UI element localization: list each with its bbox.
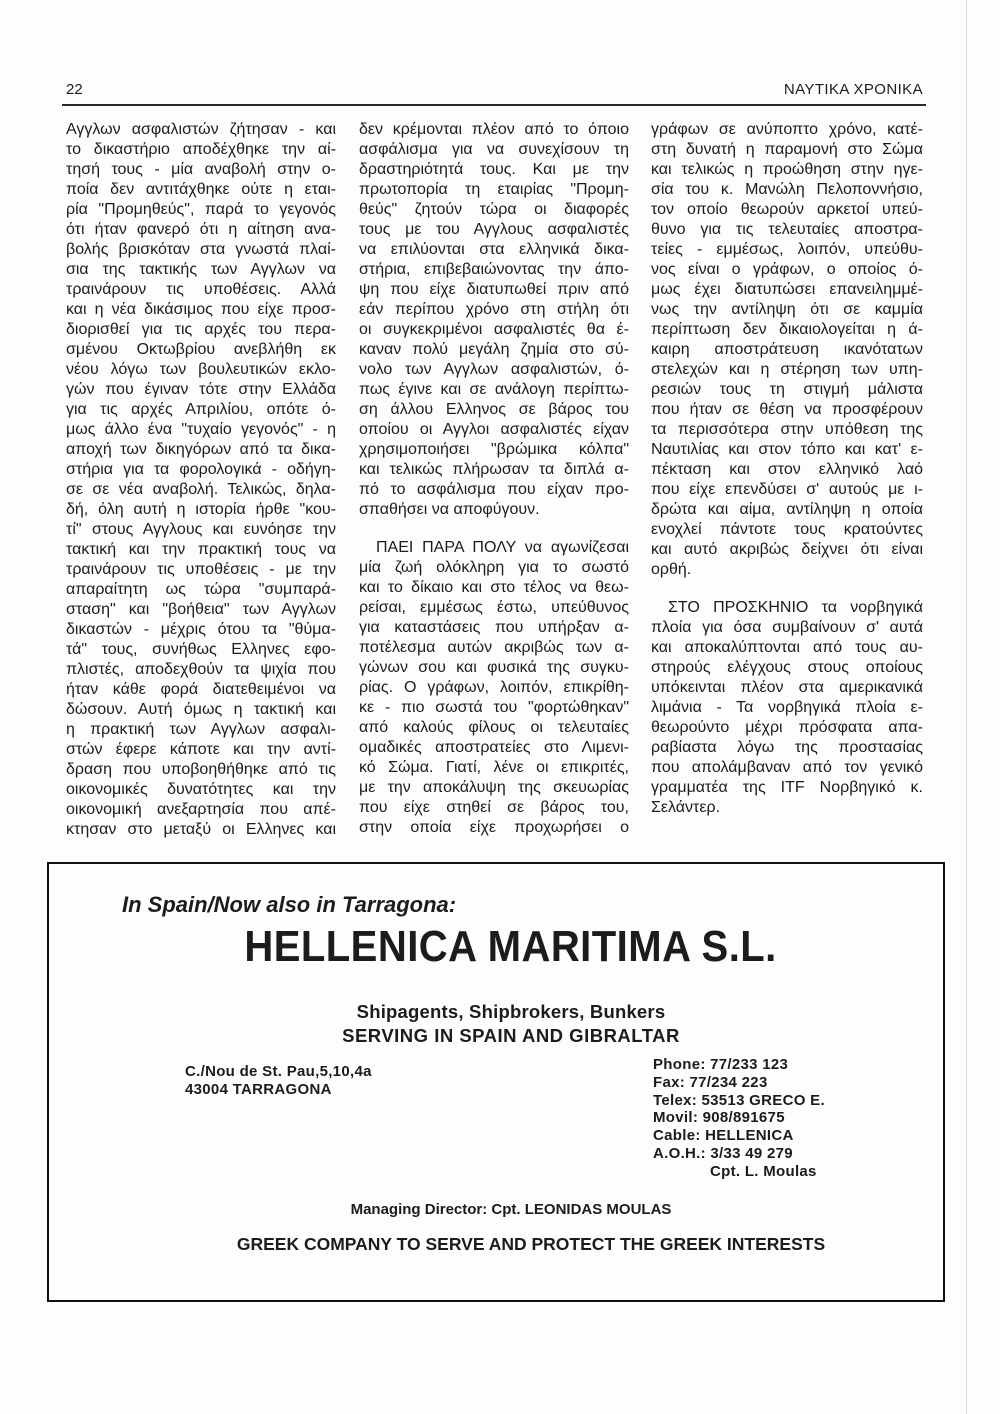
text-line: θυνο για τις τελευταίες αποστρα- [651,221,923,238]
text-line: που είχε στηθεί σε βάρος του, [359,799,629,816]
text-line: κε - πιο σωστά του "φορτώθηκαν" [359,699,629,716]
text-line: νος είναι ο γράφων, ο οποίος ό- [651,261,923,278]
text-line: για καταστάσεις που υπήρξαν α- [359,619,629,636]
text-line: δή, όλη αυτή η ιστορία ήρθε "κου- [66,501,336,518]
text-line: ομαδικές αποστρατείες στο Λιμενι- [359,739,629,756]
text-line: οι συγκεκριμένοι ασφαλιστές θα έ- [359,321,629,338]
text-line: πως έγινε και σε ανάλογη περίπτω- [359,381,629,398]
text-line: γράφων σε ανύποπτο χρόνο, κατέ- [651,121,923,138]
text-line: κό Σώμα. Γιατί, λένε οι επικριτές, [359,759,629,776]
text-line: δρώτα και αίμα, αντίληψη η οποία [651,501,923,518]
text-line: νολο των Αγγλων ασφαλιστών, ό- [359,361,629,378]
text-line: λιμάνια - Τα νορβηγικά πλοία ε- [651,699,923,716]
text-line: πέκταση και στον ελληνικό λαό [651,461,923,478]
managing-director: Managing Director: Cpt. LEONIDAS MOULAS [350,1201,672,1218]
text-line: οικονομική ανεξαρτησία που απέ- [66,801,336,818]
text-line: τον οποίο θεωρούν αρκετοί υπεύ- [651,201,923,218]
text-line: με την αποκάλυψη της σκευωρίας [359,779,629,796]
contact-fax: Fax: 77/234 223 [653,1073,768,1091]
text-line: θεύς" ζητούν τώρα οι διαφορές [359,201,629,218]
text-line: οικονομικές δυνατότητες και την [66,781,336,798]
text-line: πρωτοπορία τη εταιρίας "Προμη- [359,181,629,198]
text-line: στών έφερε κάποτε και την αντί- [66,741,336,758]
text-line: στήρια για τα φορολογικά - οδήγη- [66,461,336,478]
text-line: και τελικώς η προώθηση στην ηγε- [651,161,923,178]
article-paragraph [359,538,629,838]
text-line: τί" στους Αγγλους και ευνόησε την [66,521,336,538]
text-line: σμένου Οκτωβρίου ανεβλήθη εκ [66,341,336,358]
text-line: τους με του Αγγλους ασφαλιστές [359,221,629,238]
text-line: ποτέλεσμα αυτών ακριβώς των α- [359,639,629,656]
text-line: Αγγλων ασφαλιστών ζήτησαν - και [66,121,336,138]
text-line: γραμματέα της ITF Νορβηγικό κ. [651,779,923,796]
text-line: νως την αντίληψη ότι σε καμμία [651,301,923,318]
text-line: διορισθεί για τις αρχές του περα- [66,321,336,338]
text-line: πό το ασφάλισμα που είχαν προ- [359,481,629,498]
article-paragraph [651,598,923,818]
article-paragraph [359,120,629,520]
coverage-line: SERVING IN SPAIN AND GIBRALTAR [342,1025,680,1046]
text-line: γών που έγιναν τότε στην Ελλάδα [66,381,336,398]
text-line: τείες - εμμέσως, λοιπόν, υπεύθυ- [651,241,923,258]
text-line: τακτική και την πρακτική τους να [66,541,336,558]
text-line: σπαθήσει να αποφύγουν. [359,501,540,518]
text-line: ασφάλισμα για να συνεχίσουν τη [359,141,629,158]
text-line: ρίας. Ο γράφων, λοιπόν, επικρίθη- [359,679,629,696]
text-line: Σελάντερ. [651,799,721,816]
text-line: στην οποία είχε προχωρήσει ο [359,819,629,836]
contact-person: Cpt. L. Moulas [710,1162,817,1180]
text-line: η πρακτική των Αγγλων ασφαλι- [66,721,336,738]
text-line: απαραίτητη ως τώρα "συμπαρά- [66,581,336,598]
text-line: μως έχει διατυπώσει επανειλημμέ- [651,281,923,298]
text-line: ήταν κάθε φορά διατεθειμένοι να [66,681,336,698]
text-line: δραστηριότητά τους. Και με την [359,161,629,178]
text-line: ποία δεν αντιτάχθηκε ούτε η εται- [66,181,336,198]
article-paragraph [651,120,923,580]
text-line: ΣΤΟ ΠΡΟΣΚΗΝΙΟ τα νορβηγικά [668,599,923,616]
text-line: γώνων σου και φυσικά της συγκυ- [359,659,629,676]
text-line: νέου λόγω των βουλευτικών εκλο- [66,361,336,378]
text-line: σταση" και "βοήθεια" των Αγγλων [66,601,336,618]
text-line: και η νέα δικάσιμος που είχε προσ- [66,301,336,318]
address-line: 43004 TARRAGONA [185,1081,332,1098]
text-line: στη δυνατή η παραμονή στο Σώμα [651,141,923,158]
text-line: από καλούς φίλους οι τελευταίες [359,719,629,736]
contacts-block [653,1056,825,1181]
text-line: σία του κ. Μανώλη Πελοποννήσιο, [651,181,923,198]
text-line: τησή τους - μία αναβολή στην ο- [66,161,336,178]
text-line: βολής βρισκόταν στα γνωστά πλαί- [66,241,336,258]
text-line: καιρη αποστράτευση ικανότατων [651,341,923,358]
address-block [185,1063,372,1099]
text-line: που απολάμβαναν από τον γενικό [651,759,923,776]
contact-cable: Cable: HELLENICA [653,1127,794,1145]
text-line: και το δίκαιο και στο τέλος να θεω- [359,579,629,596]
text-line: χρησιμοποιήσει "βρώμικα κόλπα" [359,441,629,458]
text-line: μία ζωή ολόκληρη για το σωστό [359,559,629,576]
text-line: θεωρούντο μέχρι πρόσφατα απα- [651,719,923,736]
text-line: ότι ήταν φανερό ότι η αίτηση ανα- [66,221,336,238]
company-slogan: GREEK COMPANY TO SERVE AND PROTECT THE GREEK INTERESTS [236,1234,826,1254]
text-line: κτησαν στο μεταξύ οι Ελληνες και [66,821,336,838]
address-line: C./Nou de St. Pau,5,10,4a [185,1063,372,1080]
contact-telex: Telex: 53513 GRECO E. [653,1091,825,1109]
text-line: στήρια, επιβεβαιώνοντας την άπο- [359,261,629,278]
contact-after-hours: A.O.H.: 3/33 49 279 [653,1144,793,1162]
text-line: στηρούς ελέγχους στους οποίους [651,659,923,676]
text-line: στελεχών και η στέρηση των υπη- [651,361,923,378]
magazine-title: ΝΑΥΤΙΚΑ ΧΡΟΝΙΚΑ [783,81,923,98]
company-name-row [79,922,943,971]
text-line: σε σε νέα αναβολή. Τελικώς, δηλα- [66,481,336,498]
text-line: δικαστών - μέχρις ότου τα "θύμα- [66,621,336,638]
article-column-1 [66,120,336,840]
text-line: πλοία για όσα συμβαίνουν σ' αυτά [651,619,923,636]
text-line: να επιλύονται στα ελληνικά δικα- [359,241,629,258]
text-line: ΠΑΕΙ ΠΑΡΑ ΠΟΛΥ να αγωνίζεσαι [376,539,629,556]
text-line: και τελικώς πλήρωσαν τα διπλά α- [359,461,629,478]
text-line: δεν κρέμονται πλέον από το όποιο [359,121,629,138]
text-line: και αυτό ακριβώς δείχνει ότι είναι [651,541,923,558]
text-line: ραβίαστα λόγω της προστασίας [651,739,923,756]
text-line: πλιστές, αποδεχθούν τα ψιχία που [66,661,336,678]
page-number: 22 [66,81,83,98]
text-line: μως άλλο ένα "τυχαίο γεγονός" - η [66,421,336,438]
text-line: Ναυτιλίας και στον τόπο και κατ' ε- [651,441,923,458]
text-line: τραινάρουν τις υποθέσεις - με την [66,561,336,578]
services-line: Shipagents, Shipbrokers, Bunkers [356,1001,666,1022]
article-column-3 [651,120,923,818]
text-line: δραση που υποβοηθήθηκε από τις [66,761,336,778]
text-line: που ήταν σε θέση να προσφέρουν [651,401,923,418]
text-line: ορθή. [651,561,692,578]
article-column-2 [359,120,629,838]
text-line: που είχε επενδύσει σ' αυτούς με ι- [651,481,923,498]
header-rule [62,104,926,106]
text-line: για τις αρχές Απριλίου, οπότε ό- [66,401,336,418]
text-line: καναν πολύ μεγάλη ζημία στο σύ- [359,341,629,358]
text-line: υπόκεινται πλέον στα αμερικανικά [651,679,923,696]
text-line: ψη που είχε διατυπωθεί πριν από [359,281,629,298]
article-paragraph [66,120,336,840]
text-line: τραινάρουν τις υποθέσεις. Αλλά [66,281,336,298]
advertisement-box [47,862,945,1302]
text-line: και αποκαλύπτονται από τους αυ- [651,639,923,656]
contact-phone: Phone: 77/233 123 [653,1056,789,1073]
text-line: τα περισσότερα στην υπόθεση της [651,421,923,438]
text-line: εάν περίπου χρόνο στη στήλη ότι [359,301,629,318]
text-line: ρεσιών τους τη στιγμή μάλιστα [651,381,923,398]
text-line: σια της τακτικής των Αγγλων να [66,261,336,278]
text-line: τά" τους, συνήθως Ελληνες εφο- [66,641,336,658]
text-line: οποίου οι Αγγλοι ασφαλιστές είχαν [359,421,629,438]
text-line: ρία "Προμηθεύς", παρά το γεγονός [66,201,336,218]
text-line: ενοχλεί πάντοτε τους κρατούντες [651,521,923,538]
page-edge-line [966,0,967,1414]
ad-tagline: In Spain/Now also in Tarragona: [122,892,457,917]
company-name: HELLENICA MARITIMA S.L. [244,922,778,971]
text-line: ρείσαι, εμμέσως έστω, υπεύθυνος [359,599,629,616]
text-line: ση άλλου Ελληνος σε βάρος του [359,401,629,418]
text-line: δώσουν. Αυτή όμως η τακτική και [66,701,336,718]
text-line: αποχή των δικηγόρων από τα δικα- [66,441,336,458]
contact-mobile: Movil: 908/891675 [653,1109,785,1127]
text-line: το δικαστήριο αποδέχθηκε την αί- [66,141,336,158]
text-line: περίπτωση δεν δικαιολογείται η ά- [651,321,923,338]
